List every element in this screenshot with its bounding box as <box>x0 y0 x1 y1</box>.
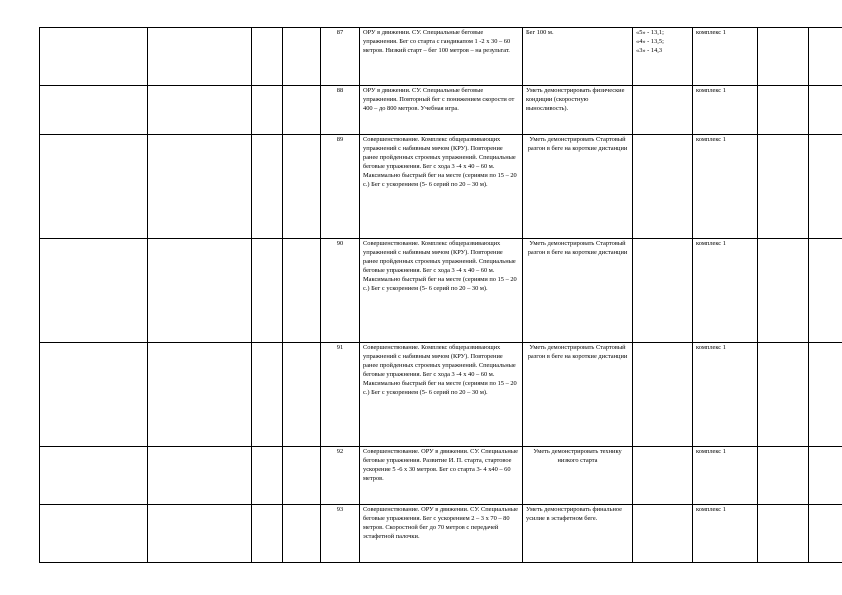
control-cell: комплекс 1 <box>693 447 758 505</box>
empty-cell-b <box>283 447 321 505</box>
empty-cell-section <box>40 86 148 135</box>
empty-cell-c <box>758 28 809 86</box>
requirements-cell: Уметь демонстрировать Стартовый разгон в беге на короткие дистанции <box>523 343 633 447</box>
norms-cell <box>633 343 693 447</box>
empty-cell-b <box>283 239 321 343</box>
table-row <box>40 505 842 563</box>
empty-cell-topic <box>148 28 252 86</box>
empty-cell-d <box>809 343 842 447</box>
empty-cell-topic <box>148 505 252 563</box>
empty-cell-b <box>283 505 321 563</box>
empty-cell-a <box>252 135 283 239</box>
norms-cell <box>633 447 693 505</box>
lesson-content: ОРУ в движении. СУ. Специальные беговые упражнения. Бег со старта с гандикапом 1 -2 х 30 – 60 метров. Низкий старт – бег 100 метров – на результат. <box>360 28 523 86</box>
empty-cell-c <box>758 343 809 447</box>
control-cell: комплекс 1 <box>693 505 758 563</box>
empty-cell-d <box>809 28 842 86</box>
lesson-number: 90 <box>321 239 360 343</box>
empty-cell-b <box>283 343 321 447</box>
empty-cell-c <box>758 239 809 343</box>
lesson-content: Совершенствование. Комплекс общеразвивающих упражнений с набивным мячом (КРУ). Повторение ранее пройденных строевых упражнений. Специальные беговые упражнения. Бег с хода 3 -4 х 40 – 60 м. Максимально быстрый бег на месте (сериями по 15 – 20 с.) Бег с ускорением (5- 6 серий по 20 – 30 м). <box>360 239 523 343</box>
empty-cell-b <box>283 86 321 135</box>
empty-cell-section <box>40 239 148 343</box>
norms-cell <box>633 135 693 239</box>
table-row <box>40 86 842 135</box>
empty-cell-b <box>283 135 321 239</box>
empty-cell-section <box>40 505 148 563</box>
empty-cell-section <box>40 447 148 505</box>
lesson-plan-table <box>39 27 842 563</box>
empty-cell-a <box>252 86 283 135</box>
requirements-cell: Уметь демонстрировать Стартовый разгон в беге на короткие дистанции <box>523 239 633 343</box>
lesson-number: 89 <box>321 135 360 239</box>
norm-line: «5» - 13,1; <box>636 29 664 36</box>
requirements-cell: Уметь демонстрировать технику низкого старта <box>523 447 633 505</box>
empty-cell-d <box>809 505 842 563</box>
table-row <box>40 239 842 343</box>
table-row <box>40 343 842 447</box>
requirements-cell: Бег 100 м. <box>523 28 633 86</box>
empty-cell-a <box>252 447 283 505</box>
norms-cell <box>633 239 693 343</box>
lesson-content: Совершенствование. ОРУ в движении. СУ. Специальные беговые упражнения. Развитие И. П. старта, стартовое ускорение 5 -6 х 30 метров. Бег со старта 3- 4 х40 – 60 метров. <box>360 447 523 505</box>
lesson-number: 87 <box>321 28 360 86</box>
lesson-content: ОРУ в движении. СУ. Специальные беговые упражнения. Повторный бег с понижением скорости от 400 – до 800 метров. Учебная игра. <box>360 86 523 135</box>
empty-cell-c <box>758 447 809 505</box>
empty-cell-c <box>758 505 809 563</box>
empty-cell-topic <box>148 239 252 343</box>
lesson-content: Совершенствование. Комплекс общеразвивающих упражнений с набивным мячом (КРУ). Повторение ранее пройденных строевых упражнений. Специальные беговые упражнения. Бег с хода 3 -4 х 40 – 60 м. Максимально быстрый бег на месте (сериями по 15 – 20 с.) Бег с ускорением (5- 6 серий по 20 – 30 м). <box>360 135 523 239</box>
norm-line: «3» - 14,3 <box>636 46 663 54</box>
norms-cell <box>633 86 693 135</box>
empty-cell-a <box>252 505 283 563</box>
empty-cell-d <box>809 86 842 135</box>
empty-cell-topic <box>148 447 252 505</box>
requirements-cell: Уметь демонстрировать финальное усилие в эстафетном беге. <box>523 505 633 563</box>
lesson-number: 91 <box>321 343 360 447</box>
empty-cell-a <box>252 28 283 86</box>
control-cell: комплекс 1 <box>693 239 758 343</box>
control-cell: комплекс 1 <box>693 135 758 239</box>
empty-cell-topic <box>148 135 252 239</box>
lesson-number: 88 <box>321 86 360 135</box>
norms-cell <box>633 505 693 563</box>
control-cell: комплекс 1 <box>693 343 758 447</box>
table-body <box>40 28 842 563</box>
control-cell: комплекс 1 <box>693 28 758 86</box>
table-row <box>40 28 842 86</box>
lesson-number: 93 <box>321 505 360 563</box>
empty-cell-c <box>758 135 809 239</box>
empty-cell-section <box>40 28 148 86</box>
norms-cell <box>633 28 693 86</box>
empty-cell-c <box>758 86 809 135</box>
table-row <box>40 447 842 505</box>
lesson-number: 92 <box>321 447 360 505</box>
empty-cell-topic <box>148 343 252 447</box>
empty-cell-topic <box>148 86 252 135</box>
empty-cell-b <box>283 28 321 86</box>
empty-cell-d <box>809 239 842 343</box>
empty-cell-d <box>809 447 842 505</box>
empty-cell-d <box>809 135 842 239</box>
empty-cell-section <box>40 135 148 239</box>
requirements-cell: Уметь демонстрировать физические кондиции (скоростную выносливость). <box>523 86 633 135</box>
empty-cell-section <box>40 343 148 447</box>
lesson-content: Совершенствование. ОРУ в движении. СУ. Специальные беговые упражнения. Бег с ускорением 2 – 3 х 70 – 80 метров. Скоростной бег до 70 метров с передачей эстафетной палочки. <box>360 505 523 563</box>
control-cell: комплекс 1 <box>693 86 758 135</box>
requirements-cell: Уметь демонстрировать Стартовый разгон в беге на короткие дистанции <box>523 135 633 239</box>
empty-cell-a <box>252 343 283 447</box>
table-row <box>40 135 842 239</box>
empty-cell-a <box>252 239 283 343</box>
lesson-content: Совершенствование. Комплекс общеразвивающих упражнений с набивным мячом (КРУ). Повторение ранее пройденных строевых упражнений. Специальные беговые упражнения. Бег с хода 3 -4 х 40 – 60 м. Максимально быстрый бег на месте (сериями по 15 – 20 с.) Бег с ускорением (5- 6 серий по 20 – 30 м). <box>360 343 523 447</box>
norm-line: «4» - 13,5; <box>636 37 664 45</box>
